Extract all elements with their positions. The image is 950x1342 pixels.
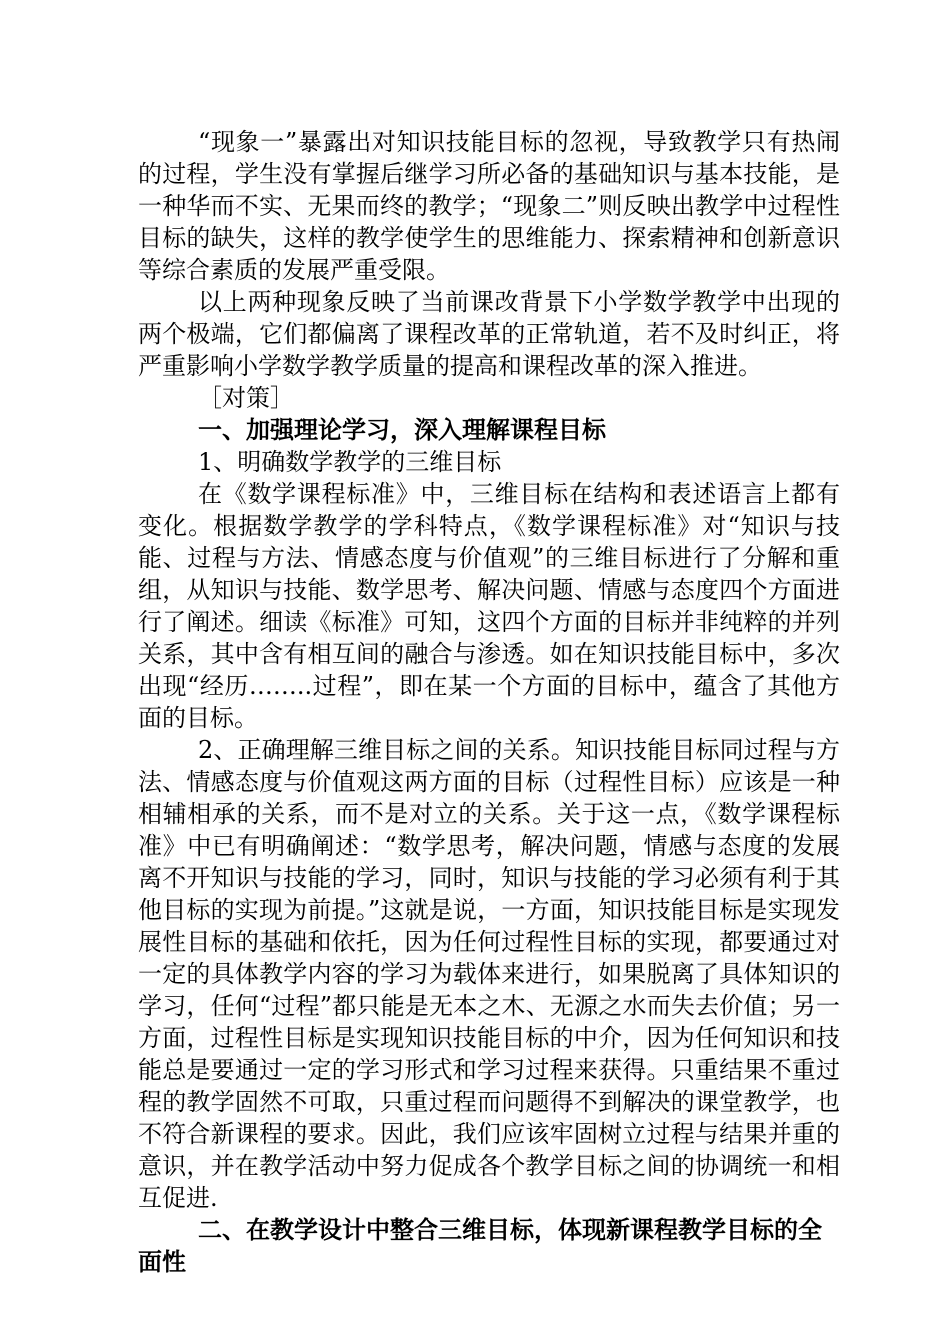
paragraph-two-extremes: 以上两种现象反映了当前课改背景下小学数学教学中出现的两个极端，它们都偏离了课程改革的正常轨道，若不及时纠正，将严重影响小学数学教学质量的提高和课程改革的深入推进。 bbox=[138, 288, 840, 380]
paragraph-curriculum-standard: 在《数学课程标准》中，三维目标在结构和表述语言上都有变化。根据数学教学的学科特点，《数学课程标准》对“知识与技能、过程与方法、情感态度与价值观”的三维目标进行了分解和重组，从知识与技能、数学思考、解决问题、情感与态度四个方面进行了阐述。细读《标准》可知，这四个方面的目标并非纯粹的并列关系，其中含有相互间的融合与渗透。如在知识技能目标中，多次出现“经历……..过程”，即在某一个方面的目标中，蕴含了其他方面的目标。 bbox=[138, 480, 840, 732]
section-heading-2: 二、在教学设计中整合三维目标，体现新课程教学目标的全面性 bbox=[138, 1216, 822, 1276]
section-heading-1: 一、加强理论学习，深入理解课程目标 bbox=[198, 416, 606, 444]
subheading-1: 1、明确数学教学的三维目标 bbox=[198, 448, 502, 476]
paragraph-phenomena-analysis: “现象一”暴露出对知识技能目标的忽视，导致教学只有热闹的过程，学生没有掌握后继学习所必备的基础知识与基本技能，是一种华而不实、无果而终的教学；“现象二”则反映出教学中过程性目标的缺失，这样的教学使学生的思维能力、探索精神和创新意识等综合素质的发展严重受限。 bbox=[138, 128, 840, 284]
paragraph-three-dimension-relation: 2、正确理解三维目标之间的关系。知识技能目标同过程与方法、情感态度与价值观这两方面的目标（过程性目标）应该是一种相辅相承的关系，而不是对立的关系。关于这一点，《数学课程标准》中已有明确阐述：“数学思考，解决问题，情感与态度的发展离不开知识与技能的学习，同时，知识与技能的学习必须有利于其他目标的实现为前提。”这就是说，一方面，知识技能目标是实现发展性目标的基础和依托，因为任何过程性目标的实现，都要通过对一定的具体教学内容的学习为载体来进行，如果脱离了具体知识的学习，任何“过程”都只能是无本之木、无源之水而失去价值；另一方面，过程性目标是实现知识技能目标的中介，因为任何知识和技能总是要通过一定的学习形式和学习过程来获得。只重结果不重过程的教学固然不可取，只重过程而问题得不到解决的课堂教学，也不符合新课程的要求。因此，我们应该牢固树立过程与结果并重的意识，并在教学活动中努力促成各个教学目标之间的协调统一和相互促进. bbox=[138, 736, 840, 1212]
countermeasure-label: ［对策］ bbox=[198, 384, 294, 412]
document-page bbox=[138, 126, 840, 1278]
